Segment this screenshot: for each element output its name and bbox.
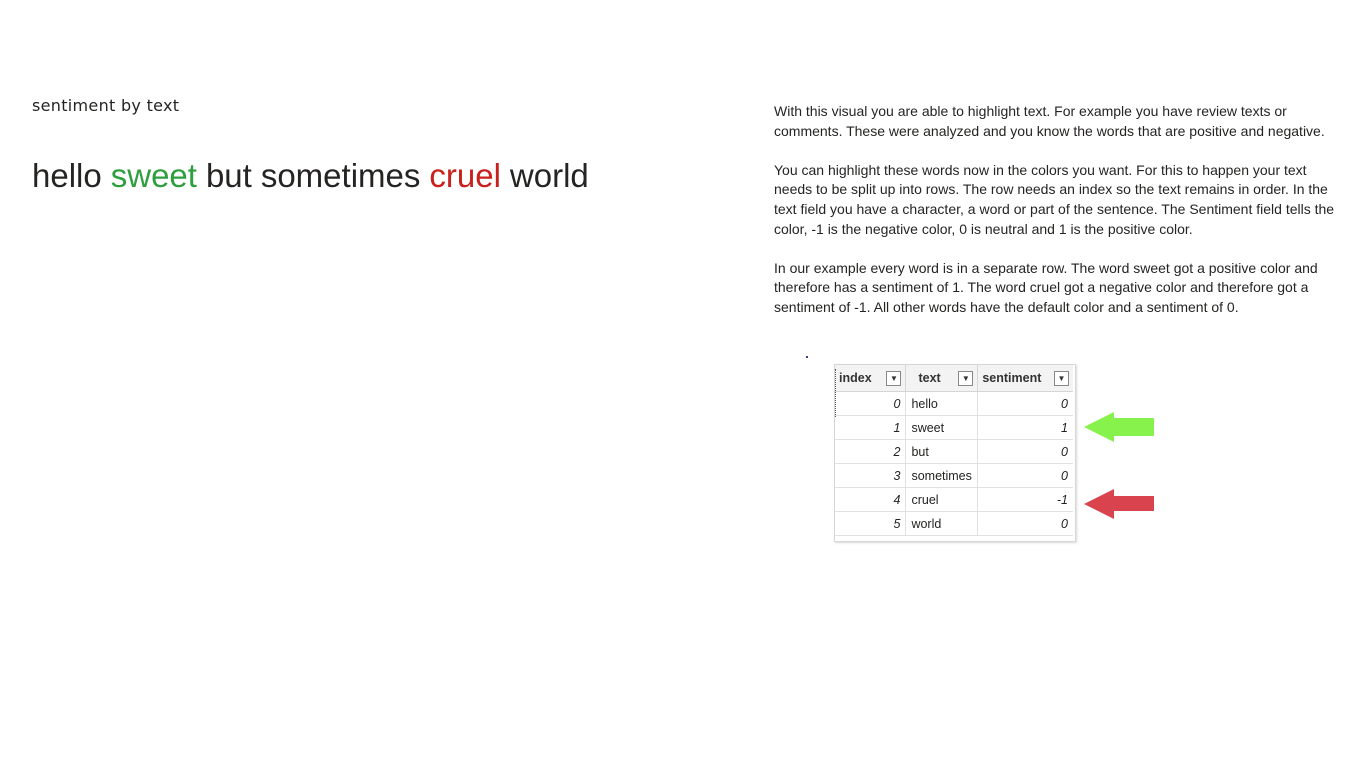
cell-sentiment: 0 [978,464,1073,488]
cell-index: 3 [835,464,906,488]
cell-text: cruel [906,488,978,512]
table-row[interactable] [835,464,1073,488]
cell-text: hello [906,392,978,416]
sentence-word-negative: cruel [429,157,501,194]
table-row[interactable] [835,488,1073,512]
cell-text: world [906,512,978,536]
description-paragraph: You can highlight these words now in the colors you want. For this to happen your text needs to be split up into rows. The row needs an index so the text remains in order. In the text field you have a character, a word or part of the sentence. The Sentiment field tells the color, -1 is the negative color, 0 is neutral and 1 is the positive color. [774,161,1335,237]
chevron-down-icon[interactable]: ▼ [886,371,901,386]
header-index-label: index [839,371,872,385]
cell-sentiment: 0 [978,392,1073,416]
table-row[interactable] [835,512,1073,536]
cell-text: but [906,440,978,464]
sentence-word-positive: sweet [110,157,197,194]
cell-sentiment: 0 [978,440,1073,464]
example-table [834,364,1076,542]
cell-index: 1 [835,416,906,440]
sentence-word: but [205,157,252,194]
sentence-word: world [509,157,589,194]
cell-index: 0 [835,392,906,416]
cell-text: sometimes [906,464,978,488]
cell-sentiment: 0 [978,512,1073,536]
header-sentiment-label: sentiment [982,371,1042,385]
sentence-word: hello [32,157,102,194]
table-row[interactable] [835,440,1073,464]
header-sentiment [978,365,1073,392]
description-text [774,102,1346,337]
header-text-label: text [918,371,941,385]
cell-text: sweet [906,416,978,440]
visual-title: sentiment by text [32,96,180,115]
table-row[interactable] [835,392,1073,416]
header-text [906,365,978,392]
marker-dot [806,356,808,358]
negative-arrow-icon [1084,489,1156,519]
description-paragraph: In our example every word is in a separate row. The word sweet got a positive color and therefore has a sentiment of 1. The word cruel got a negative color and therefore got a sentiment of -1. All other words have the default color and a sentiment of 0. [774,259,1318,315]
header-index [835,365,906,392]
cell-index: 4 [835,488,906,512]
positive-arrow-icon [1084,412,1156,442]
table-row[interactable] [835,416,1073,440]
chevron-down-icon[interactable]: ▼ [958,371,973,386]
cell-sentiment: -1 [978,488,1073,512]
sentence-word: sometimes [260,157,421,194]
highlighted-sentence [32,157,598,195]
cell-index: 5 [835,512,906,536]
cell-sentiment: 1 [978,416,1073,440]
cell-index: 2 [835,440,906,464]
description-paragraph: With this visual you are able to highlight text. For example you have review texts or comments. These were analyzed and you know the words that are positive and negative. [774,103,1325,139]
chevron-down-icon[interactable]: ▼ [1054,371,1069,386]
